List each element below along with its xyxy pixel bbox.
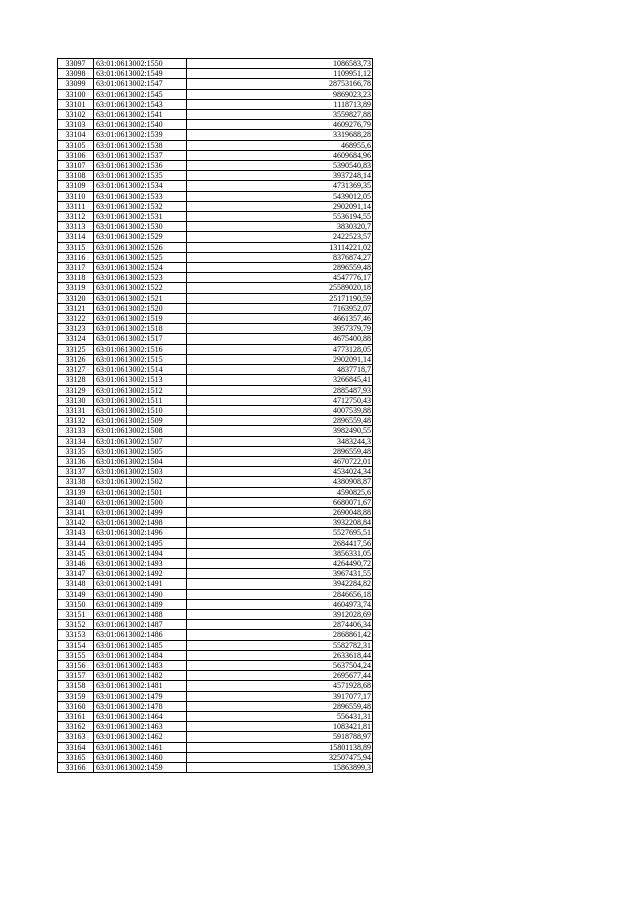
table-row <box>58 416 373 426</box>
cadastral-value-cell: 4264490,72 <box>187 558 373 568</box>
cadastral-value-cell: 5918788,97 <box>187 732 373 742</box>
row-number-cell: 33154 <box>58 640 94 650</box>
table-row <box>58 334 373 344</box>
table-row <box>58 456 373 466</box>
cadastral-value-cell: 556431,31 <box>187 712 373 722</box>
table-row <box>58 558 373 568</box>
cadastral-value-cell: 3483244,3 <box>187 436 373 446</box>
table-row <box>58 263 373 273</box>
table-row <box>58 365 373 375</box>
cadastral-value-cell: 3319688,28 <box>187 130 373 140</box>
cadastral-value-cell: 2896559,48 <box>187 416 373 426</box>
row-number-cell: 33107 <box>58 161 94 171</box>
row-number-cell: 33110 <box>58 191 94 201</box>
table-row <box>58 344 373 354</box>
cadastral-value-cell: 4670722,01 <box>187 456 373 466</box>
table-row <box>58 161 373 171</box>
table-row <box>58 293 373 303</box>
table-row <box>58 681 373 691</box>
table-row <box>58 232 373 242</box>
cadastral-number-cell: 63:01:0613002:1511 <box>94 395 187 405</box>
table-row <box>58 518 373 528</box>
row-number-cell: 33143 <box>58 528 94 538</box>
table-row <box>58 528 373 538</box>
row-number-cell: 33153 <box>58 630 94 640</box>
cadastral-value-cell: 2684417,56 <box>187 538 373 548</box>
table-row <box>58 395 373 405</box>
row-number-cell: 33109 <box>58 181 94 191</box>
cadastral-value-cell: 4604973,74 <box>187 599 373 609</box>
cadastral-value-cell: 3967431,55 <box>187 569 373 579</box>
cadastral-number-cell: 63:01:0613002:1541 <box>94 110 187 120</box>
table-row <box>58 385 373 395</box>
row-number-cell: 33159 <box>58 691 94 701</box>
table-row <box>58 579 373 589</box>
row-number-cell: 33118 <box>58 273 94 283</box>
row-number-cell: 33141 <box>58 507 94 517</box>
cadastral-value-cell: 4007539,88 <box>187 405 373 415</box>
cadastral-number-cell: 63:01:0613002:1523 <box>94 273 187 283</box>
row-number-cell: 33125 <box>58 344 94 354</box>
cadastral-value-cell: 2695677,44 <box>187 671 373 681</box>
cadastral-number-cell: 63:01:0613002:1507 <box>94 436 187 446</box>
cadastral-value-cell: 4675400,88 <box>187 334 373 344</box>
cadastral-number-cell: 63:01:0613002:1525 <box>94 252 187 262</box>
table-row <box>58 120 373 130</box>
cadastral-number-cell: 63:01:0613002:1460 <box>94 752 187 762</box>
row-number-cell: 33123 <box>58 324 94 334</box>
cadastral-number-cell: 63:01:0613002:1482 <box>94 671 187 681</box>
cadastral-value-cell: 4547776,17 <box>187 273 373 283</box>
row-number-cell: 33108 <box>58 171 94 181</box>
cadastral-value-cell: 2902091,14 <box>187 354 373 364</box>
cadastral-number-cell: 63:01:0613002:1534 <box>94 181 187 191</box>
row-number-cell: 33166 <box>58 763 94 773</box>
table-row <box>58 201 373 211</box>
cadastral-value-cell: 1118713,89 <box>187 99 373 109</box>
row-number-cell: 33133 <box>58 426 94 436</box>
cadastral-value-cell: 3937248,14 <box>187 171 373 181</box>
cadastral-value-cell: 3917077,17 <box>187 691 373 701</box>
cadastral-number-cell: 63:01:0613002:1502 <box>94 477 187 487</box>
cadastral-number-cell: 63:01:0613002:1501 <box>94 487 187 497</box>
cadastral-value-cell: 1083421,81 <box>187 722 373 732</box>
table-row <box>58 191 373 201</box>
cadastral-value-cell: 5536194,55 <box>187 212 373 222</box>
table-row <box>58 273 373 283</box>
row-number-cell: 33162 <box>58 722 94 732</box>
cadastral-value-cell: 2874406,34 <box>187 620 373 630</box>
cadastral-value-cell: 6680071,67 <box>187 497 373 507</box>
table-row <box>58 497 373 507</box>
table-row <box>58 630 373 640</box>
table-row <box>58 507 373 517</box>
cadastral-value-cell: 4609276,79 <box>187 120 373 130</box>
cadastral-number-cell: 63:01:0613002:1496 <box>94 528 187 538</box>
row-number-cell: 33098 <box>58 69 94 79</box>
table-body <box>58 59 373 773</box>
cadastral-value-cell: 4590825,6 <box>187 487 373 497</box>
row-number-cell: 33151 <box>58 609 94 619</box>
cadastral-number-cell: 63:01:0613002:1533 <box>94 191 187 201</box>
cadastral-number-cell: 63:01:0613002:1490 <box>94 589 187 599</box>
cadastral-value-cell: 7163952,07 <box>187 303 373 313</box>
row-number-cell: 33126 <box>58 354 94 364</box>
row-number-cell: 33148 <box>58 579 94 589</box>
cadastral-value-cell: 25589020,18 <box>187 283 373 293</box>
cadastral-number-cell: 63:01:0613002:1486 <box>94 630 187 640</box>
table-row <box>58 722 373 732</box>
cadastral-number-cell: 63:01:0613002:1499 <box>94 507 187 517</box>
cadastral-value-cell: 2690048,88 <box>187 507 373 517</box>
row-number-cell: 33152 <box>58 620 94 630</box>
cadastral-number-cell: 63:01:0613002:1540 <box>94 120 187 130</box>
cadastral-number-cell: 63:01:0613002:1478 <box>94 701 187 711</box>
cadastral-number-cell: 63:01:0613002:1536 <box>94 161 187 171</box>
row-number-cell: 33122 <box>58 314 94 324</box>
cadastral-value-cell: 1086583,73 <box>187 59 373 69</box>
table-row <box>58 426 373 436</box>
cadastral-value-cell: 4731369,35 <box>187 181 373 191</box>
row-number-cell: 33101 <box>58 99 94 109</box>
row-number-cell: 33144 <box>58 538 94 548</box>
cadastral-number-cell: 63:01:0613002:1535 <box>94 171 187 181</box>
cadastral-number-cell: 63:01:0613002:1462 <box>94 732 187 742</box>
cadastral-value-cell: 4837718,7 <box>187 365 373 375</box>
cadastral-value-cell: 1109951,12 <box>187 69 373 79</box>
cadastral-number-cell: 63:01:0613002:1519 <box>94 314 187 324</box>
cadastral-number-cell: 63:01:0613002:1549 <box>94 69 187 79</box>
cadastral-number-cell: 63:01:0613002:1517 <box>94 334 187 344</box>
cadastral-value-cell: 2896559,48 <box>187 446 373 456</box>
table-row <box>58 354 373 364</box>
cadastral-value-cell: 3942284,82 <box>187 579 373 589</box>
cadastral-number-cell: 63:01:0613002:1545 <box>94 89 187 99</box>
row-number-cell: 33142 <box>58 518 94 528</box>
cadastral-number-cell: 63:01:0613002:1479 <box>94 691 187 701</box>
row-number-cell: 33116 <box>58 252 94 262</box>
row-number-cell: 33139 <box>58 487 94 497</box>
cadastral-value-cell: 3559827,88 <box>187 110 373 120</box>
cadastral-value-cell: 25171190,59 <box>187 293 373 303</box>
cadastral-value-cell: 4712750,43 <box>187 395 373 405</box>
table-row <box>58 712 373 722</box>
row-number-cell: 33145 <box>58 548 94 558</box>
row-number-cell: 33163 <box>58 732 94 742</box>
cadastral-number-cell: 63:01:0613002:1512 <box>94 385 187 395</box>
table-row <box>58 487 373 497</box>
cadastral-number-cell: 63:01:0613002:1500 <box>94 497 187 507</box>
cadastral-number-cell: 63:01:0613002:1550 <box>94 59 187 69</box>
table-row <box>58 742 373 752</box>
cadastral-number-cell: 63:01:0613002:1505 <box>94 446 187 456</box>
table-row <box>58 640 373 650</box>
row-number-cell: 33099 <box>58 79 94 89</box>
cadastral-value-cell: 2885487,93 <box>187 385 373 395</box>
table-row <box>58 405 373 415</box>
table-row <box>58 69 373 79</box>
row-number-cell: 33136 <box>58 456 94 466</box>
cadastral-value-cell: 5637504,24 <box>187 660 373 670</box>
row-number-cell: 33157 <box>58 671 94 681</box>
cadastral-value-table <box>57 58 373 773</box>
cadastral-number-cell: 63:01:0613002:1484 <box>94 650 187 660</box>
cadastral-value-cell: 4571928,68 <box>187 681 373 691</box>
row-number-cell: 33128 <box>58 375 94 385</box>
row-number-cell: 33164 <box>58 742 94 752</box>
cadastral-value-cell: 5390540,83 <box>187 161 373 171</box>
row-number-cell: 33165 <box>58 752 94 762</box>
table-row <box>58 599 373 609</box>
row-number-cell: 33112 <box>58 212 94 222</box>
table-row <box>58 650 373 660</box>
cadastral-value-cell: 4773128,05 <box>187 344 373 354</box>
cadastral-value-cell: 2896559,48 <box>187 263 373 273</box>
cadastral-number-cell: 63:01:0613002:1487 <box>94 620 187 630</box>
table-row <box>58 181 373 191</box>
cadastral-value-cell: 2868861,42 <box>187 630 373 640</box>
table-row <box>58 763 373 773</box>
cadastral-value-cell: 4534024,34 <box>187 467 373 477</box>
table-row <box>58 446 373 456</box>
row-number-cell: 33102 <box>58 110 94 120</box>
cadastral-number-cell: 63:01:0613002:1494 <box>94 548 187 558</box>
cadastral-number-cell: 63:01:0613002:1481 <box>94 681 187 691</box>
cadastral-number-cell: 63:01:0613002:1459 <box>94 763 187 773</box>
cadastral-number-cell: 63:01:0613002:1498 <box>94 518 187 528</box>
cadastral-number-cell: 63:01:0613002:1520 <box>94 303 187 313</box>
row-number-cell: 33132 <box>58 416 94 426</box>
row-number-cell: 33131 <box>58 405 94 415</box>
row-number-cell: 33120 <box>58 293 94 303</box>
cadastral-value-cell: 4609684,96 <box>187 150 373 160</box>
cadastral-value-cell: 2633618,44 <box>187 650 373 660</box>
table-row <box>58 130 373 140</box>
cadastral-number-cell: 63:01:0613002:1543 <box>94 99 187 109</box>
cadastral-number-cell: 63:01:0613002:1531 <box>94 212 187 222</box>
cadastral-number-cell: 63:01:0613002:1492 <box>94 569 187 579</box>
table-row <box>58 314 373 324</box>
table-row <box>58 375 373 385</box>
cadastral-number-cell: 63:01:0613002:1537 <box>94 150 187 160</box>
table-row <box>58 303 373 313</box>
row-number-cell: 33114 <box>58 232 94 242</box>
cadastral-value-cell: 2896559,48 <box>187 701 373 711</box>
row-number-cell: 33146 <box>58 558 94 568</box>
row-number-cell: 33127 <box>58 365 94 375</box>
row-number-cell: 33111 <box>58 201 94 211</box>
row-number-cell: 33138 <box>58 477 94 487</box>
table-row <box>58 252 373 262</box>
cadastral-number-cell: 63:01:0613002:1509 <box>94 416 187 426</box>
row-number-cell: 33158 <box>58 681 94 691</box>
table-row <box>58 589 373 599</box>
cadastral-number-cell: 63:01:0613002:1483 <box>94 660 187 670</box>
table-row <box>58 89 373 99</box>
cadastral-number-cell: 63:01:0613002:1514 <box>94 365 187 375</box>
cadastral-number-cell: 63:01:0613002:1513 <box>94 375 187 385</box>
table-row <box>58 671 373 681</box>
cadastral-value-cell: 15863899,3 <box>187 763 373 773</box>
cadastral-value-cell: 3856331,05 <box>187 548 373 558</box>
table-row <box>58 171 373 181</box>
cadastral-value-cell: 5527695,51 <box>187 528 373 538</box>
cadastral-number-cell: 63:01:0613002:1516 <box>94 344 187 354</box>
cadastral-number-cell: 63:01:0613002:1504 <box>94 456 187 466</box>
cadastral-number-cell: 63:01:0613002:1488 <box>94 609 187 619</box>
cadastral-value-cell: 3932208,84 <box>187 518 373 528</box>
cadastral-number-cell: 63:01:0613002:1539 <box>94 130 187 140</box>
row-number-cell: 33147 <box>58 569 94 579</box>
table-row <box>58 538 373 548</box>
table-row <box>58 548 373 558</box>
table-row <box>58 691 373 701</box>
row-number-cell: 33155 <box>58 650 94 660</box>
cadastral-number-cell: 63:01:0613002:1515 <box>94 354 187 364</box>
row-number-cell: 33161 <box>58 712 94 722</box>
cadastral-value-cell: 5439012,05 <box>187 191 373 201</box>
cadastral-number-cell: 63:01:0613002:1510 <box>94 405 187 415</box>
table-row <box>58 732 373 742</box>
cadastral-number-cell: 63:01:0613002:1503 <box>94 467 187 477</box>
cadastral-number-cell: 63:01:0613002:1521 <box>94 293 187 303</box>
row-number-cell: 33140 <box>58 497 94 507</box>
cadastral-number-cell: 63:01:0613002:1464 <box>94 712 187 722</box>
cadastral-value-cell: 5582782,31 <box>187 640 373 650</box>
table-row <box>58 242 373 252</box>
cadastral-number-cell: 63:01:0613002:1495 <box>94 538 187 548</box>
row-number-cell: 33150 <box>58 599 94 609</box>
cadastral-value-cell: 3266845,41 <box>187 375 373 385</box>
row-number-cell: 33100 <box>58 89 94 99</box>
table-row <box>58 110 373 120</box>
cadastral-number-cell: 63:01:0613002:1522 <box>94 283 187 293</box>
cadastral-value-cell: 4661357,46 <box>187 314 373 324</box>
row-number-cell: 33115 <box>58 242 94 252</box>
cadastral-number-cell: 63:01:0613002:1518 <box>94 324 187 334</box>
row-number-cell: 33134 <box>58 436 94 446</box>
cadastral-value-cell: 3982490,55 <box>187 426 373 436</box>
table-row <box>58 140 373 150</box>
table-row <box>58 620 373 630</box>
table-row <box>58 436 373 446</box>
table-row <box>58 79 373 89</box>
table-row <box>58 283 373 293</box>
cadastral-number-cell: 63:01:0613002:1493 <box>94 558 187 568</box>
table-row <box>58 701 373 711</box>
row-number-cell: 33135 <box>58 446 94 456</box>
table-row <box>58 569 373 579</box>
table-row <box>58 609 373 619</box>
row-number-cell: 33156 <box>58 660 94 670</box>
cadastral-number-cell: 63:01:0613002:1489 <box>94 599 187 609</box>
cadastral-number-cell: 63:01:0613002:1485 <box>94 640 187 650</box>
table-row <box>58 99 373 109</box>
cadastral-number-cell: 63:01:0613002:1532 <box>94 201 187 211</box>
cadastral-number-cell: 63:01:0613002:1463 <box>94 722 187 732</box>
row-number-cell: 33103 <box>58 120 94 130</box>
cadastral-value-cell: 3957379,79 <box>187 324 373 334</box>
cadastral-value-cell: 3912028,69 <box>187 609 373 619</box>
table-row <box>58 59 373 69</box>
cadastral-number-cell: 63:01:0613002:1526 <box>94 242 187 252</box>
row-number-cell: 33160 <box>58 701 94 711</box>
cadastral-value-cell: 32507475,94 <box>187 752 373 762</box>
cadastral-value-cell: 8376874,27 <box>187 252 373 262</box>
cadastral-value-cell: 4380908,87 <box>187 477 373 487</box>
table-row <box>58 477 373 487</box>
row-number-cell: 33106 <box>58 150 94 160</box>
table-row <box>58 324 373 334</box>
cadastral-number-cell: 63:01:0613002:1547 <box>94 79 187 89</box>
table-row <box>58 752 373 762</box>
cadastral-value-cell: 9869023,23 <box>187 89 373 99</box>
table-row <box>58 660 373 670</box>
row-number-cell: 33124 <box>58 334 94 344</box>
cadastral-value-cell: 2846656,18 <box>187 589 373 599</box>
cadastral-number-cell: 63:01:0613002:1508 <box>94 426 187 436</box>
row-number-cell: 33117 <box>58 263 94 273</box>
cadastral-number-cell: 63:01:0613002:1461 <box>94 742 187 752</box>
row-number-cell: 33119 <box>58 283 94 293</box>
cadastral-value-cell: 13114221,02 <box>187 242 373 252</box>
cadastral-number-cell: 63:01:0613002:1491 <box>94 579 187 589</box>
cadastral-number-cell: 63:01:0613002:1538 <box>94 140 187 150</box>
cadastral-value-cell: 15801138,89 <box>187 742 373 752</box>
row-number-cell: 33137 <box>58 467 94 477</box>
row-number-cell: 33105 <box>58 140 94 150</box>
row-number-cell: 33149 <box>58 589 94 599</box>
cadastral-number-cell: 63:01:0613002:1529 <box>94 232 187 242</box>
row-number-cell: 33113 <box>58 222 94 232</box>
cadastral-value-cell: 28753166,78 <box>187 79 373 89</box>
cadastral-value-cell: 2902091,14 <box>187 201 373 211</box>
row-number-cell: 33129 <box>58 385 94 395</box>
row-number-cell: 33130 <box>58 395 94 405</box>
cadastral-value-cell: 3830320,7 <box>187 222 373 232</box>
table-row <box>58 222 373 232</box>
cadastral-value-cell: 468955,6 <box>187 140 373 150</box>
cadastral-number-cell: 63:01:0613002:1530 <box>94 222 187 232</box>
cadastral-number-cell: 63:01:0613002:1524 <box>94 263 187 273</box>
row-number-cell: 33104 <box>58 130 94 140</box>
row-number-cell: 33097 <box>58 59 94 69</box>
table-row <box>58 467 373 477</box>
cadastral-value-cell: 2422523,57 <box>187 232 373 242</box>
row-number-cell: 33121 <box>58 303 94 313</box>
table-row <box>58 212 373 222</box>
table-row <box>58 150 373 160</box>
